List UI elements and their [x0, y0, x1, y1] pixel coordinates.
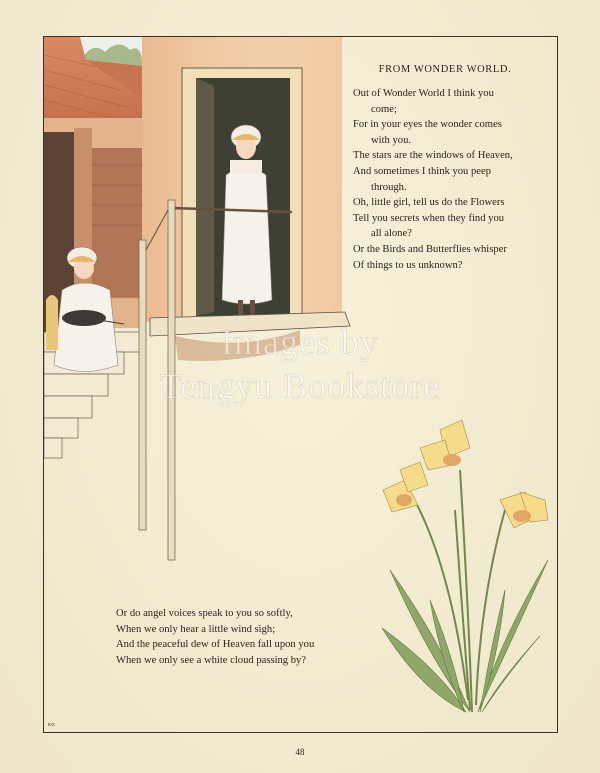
verse-line: Of things to us unknown? [353, 259, 463, 271]
artist-signature: KG [48, 722, 56, 727]
verse-line: Out of Wonder World I think you [353, 88, 494, 99]
verse-line: When we only see a white cloud passing by? [116, 654, 307, 666]
verse-line: Or do angel voices speak to you so softly, [116, 608, 293, 619]
verse-line: all alone? [371, 228, 412, 240]
verse-line: For in your eyes the wonder comes [353, 119, 502, 131]
poem-title: FROM WONDER WORLD. [378, 64, 512, 75]
verse-line: Oh, little girl, tell us do the Flowers [353, 197, 505, 209]
verse-line: Tell you secrets when they find you [353, 212, 505, 224]
poem-verse-1 [353, 86, 553, 273]
verse-line: And the peaceful dew of Heaven fall upon you [116, 639, 315, 651]
verse-line: through. [371, 181, 407, 193]
poem-verse-2 [116, 606, 376, 668]
page-number: 48 [295, 747, 305, 757]
verse-line: with you. [371, 134, 412, 146]
watermark-line-2: Tengyu Bookstore [159, 366, 441, 406]
verse-line: The stars are the windows of Heaven, [353, 150, 513, 162]
watermark-line-1: Images by [221, 322, 379, 362]
verse-line: Or the Birds and Butterflies whisper [353, 243, 507, 255]
verse-line: And sometimes I think you peep [353, 165, 491, 177]
verse-line: come; [371, 103, 397, 115]
verse-line: When we only hear a little wind sigh; [116, 623, 276, 635]
